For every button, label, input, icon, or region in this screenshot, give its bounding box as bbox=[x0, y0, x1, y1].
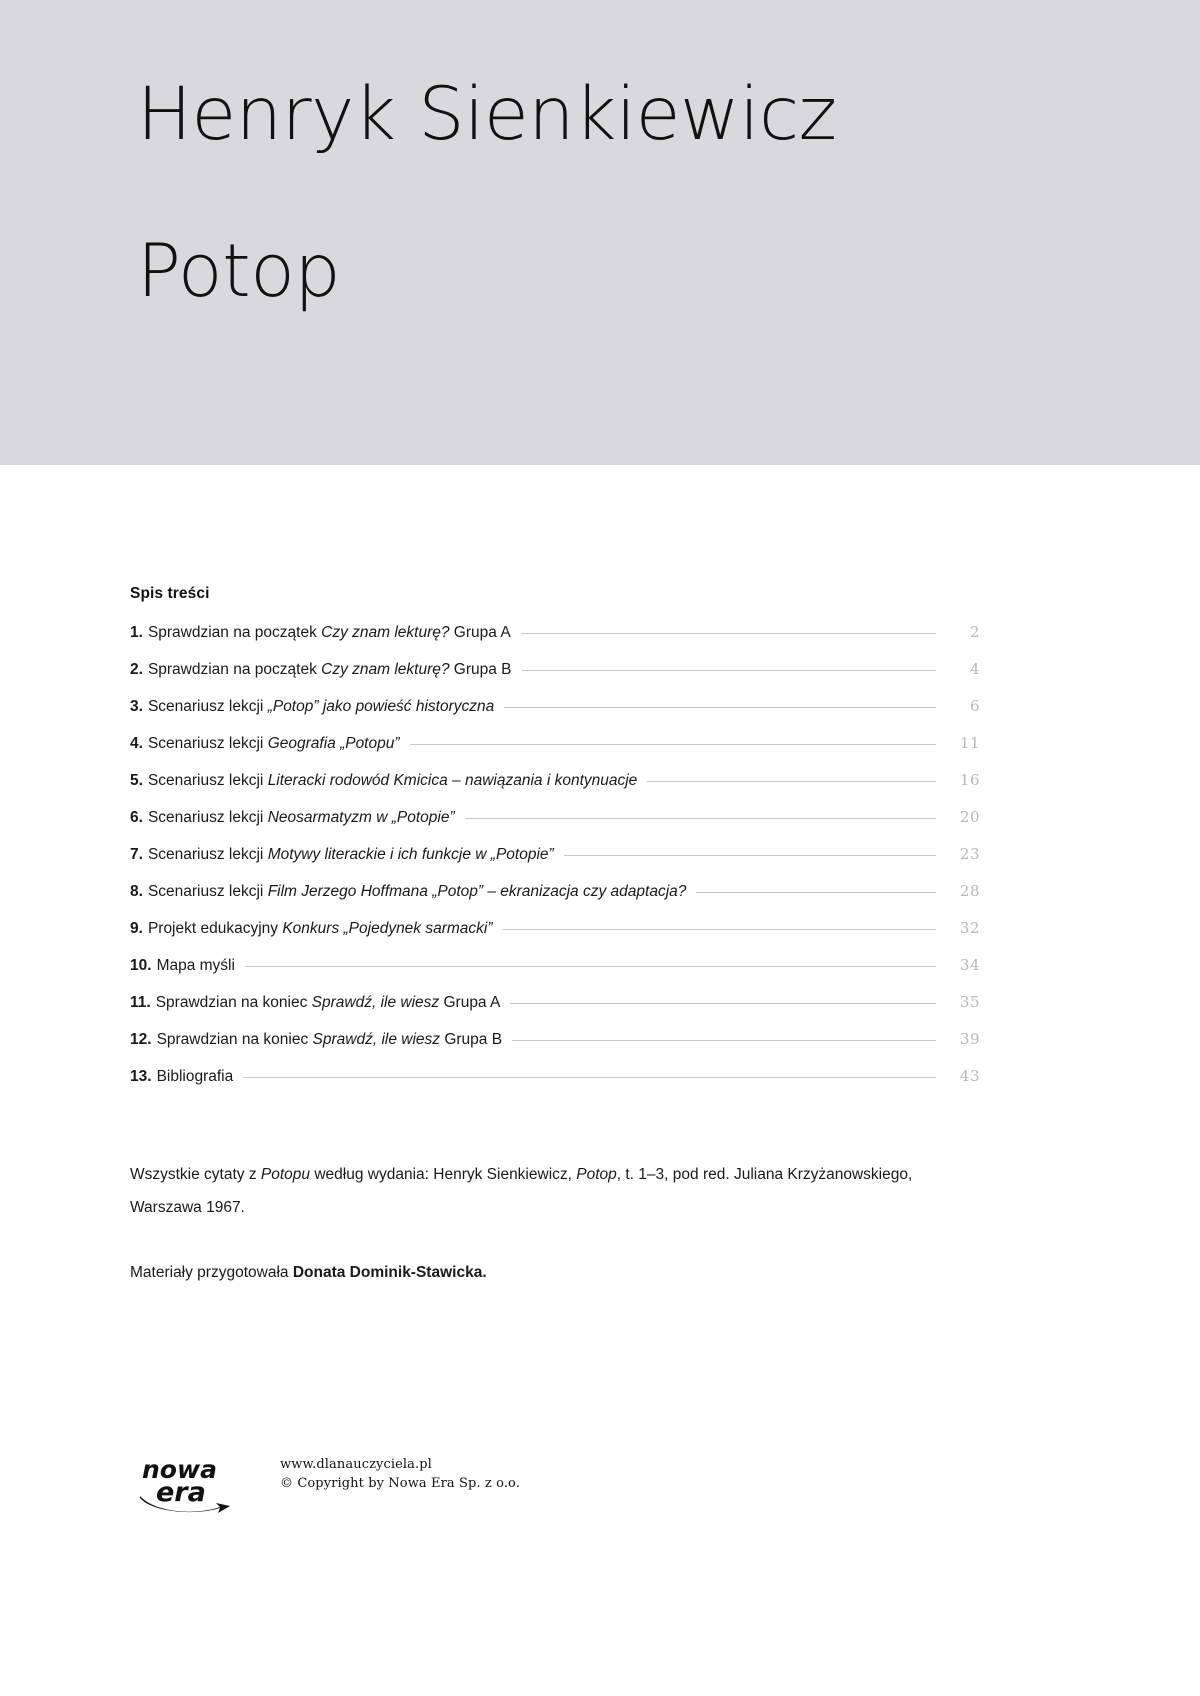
svg-text:era: era bbox=[156, 1477, 206, 1508]
toc-entry-leader bbox=[245, 965, 936, 967]
toc-entry-page-number: 6 bbox=[969, 697, 980, 715]
toc-entry-page-number: 11 bbox=[959, 734, 980, 752]
toc-entry-leader bbox=[647, 780, 936, 782]
header-band bbox=[0, 0, 1200, 465]
toc-entry-number: 5. bbox=[130, 772, 143, 789]
toc-entry-label-pre: Scenariusz lekcji bbox=[147, 809, 268, 826]
citation-text-2: według wydania: Henryk Sienkiewicz, bbox=[310, 1166, 577, 1183]
toc-entry-label bbox=[148, 625, 511, 641]
toc-entry-leader bbox=[510, 1002, 936, 1004]
toc-entry-label bbox=[148, 847, 554, 863]
main-content bbox=[130, 585, 980, 1285]
toc-entry-label-pre: Sprawdzian na koniec bbox=[155, 994, 312, 1011]
toc-entry-leader bbox=[504, 706, 936, 708]
toc-entry-label-pre: Scenariusz lekcji bbox=[147, 735, 268, 752]
toc-entry-page-number: 2 bbox=[969, 623, 980, 641]
toc-entry-page-number: 34 bbox=[959, 956, 980, 974]
toc-entry-label bbox=[148, 921, 493, 937]
footer-website: www.dlanauczyciela.pl bbox=[280, 1457, 432, 1472]
toc-entry-label-pre: Bibliografia bbox=[156, 1068, 234, 1085]
toc-entry-number: 9. bbox=[130, 920, 143, 937]
page-title-author: Henryk Sienkiewicz bbox=[137, 72, 837, 157]
toc-entry-label-pre: Mapa myśli bbox=[156, 957, 235, 974]
toc-entry[interactable] bbox=[130, 884, 980, 921]
toc-entry-label-italic: Film Jerzego Hoffmana „Potop” – ekranizacja czy adaptacja? bbox=[267, 883, 687, 900]
toc-entry[interactable] bbox=[130, 847, 980, 884]
toc-entry-number: 3. bbox=[130, 698, 143, 715]
toc-entry-number: 12. bbox=[130, 1031, 152, 1048]
toc-entry[interactable] bbox=[130, 662, 980, 699]
toc-entry[interactable] bbox=[130, 810, 980, 847]
toc-entry-label-pre: Scenariusz lekcji bbox=[147, 883, 268, 900]
toc-entry-label bbox=[148, 884, 686, 900]
toc-entry-label-italic: Czy znam lekturę? bbox=[321, 661, 450, 678]
title-block bbox=[137, 72, 1037, 314]
toc-entry-page-number: 23 bbox=[959, 845, 980, 863]
footer-copyright: © Copyright by Nowa Era Sp. z o.o. bbox=[280, 1475, 520, 1491]
toc-entry-label-pre: Sprawdzian na początek bbox=[147, 624, 322, 641]
toc-entry-page-number: 39 bbox=[959, 1030, 980, 1048]
toc-entry-leader bbox=[410, 743, 936, 745]
toc-entry-label-pre: Scenariusz lekcji bbox=[147, 698, 268, 715]
toc-entry-label-pre: Sprawdzian na początek bbox=[147, 661, 322, 678]
citation-text-3: , t. 1–3, pod red. Juliana Krzyżanowskiego, Warszawa 1967. bbox=[130, 1166, 913, 1217]
toc-entry-label bbox=[148, 773, 637, 789]
credit-prefix: Materiały przygotowała bbox=[130, 1263, 293, 1281]
nowa-era-logo bbox=[138, 1452, 236, 1514]
toc-entry-label bbox=[157, 1069, 234, 1085]
toc-entry-leader bbox=[522, 669, 936, 671]
toc-entry-leader bbox=[465, 817, 936, 819]
toc-entry-label-pre: Sprawdzian na koniec bbox=[156, 1031, 313, 1048]
page-title-work: Potop bbox=[137, 229, 341, 314]
toc-entry-label-italic: Sprawdź, ile wiesz bbox=[312, 1031, 441, 1048]
toc-entry[interactable] bbox=[130, 773, 980, 810]
toc-entry-page-number: 16 bbox=[959, 771, 980, 789]
svg-text:nowa: nowa bbox=[142, 1455, 217, 1484]
toc-entry-label bbox=[148, 662, 512, 678]
toc-entry-label bbox=[148, 810, 455, 826]
toc-entry-label-italic: „Potop” jako powieść historyczna bbox=[267, 698, 495, 715]
toc-entry-page-number: 32 bbox=[959, 919, 980, 937]
citation-text-1: Wszystkie cytaty z bbox=[130, 1166, 261, 1183]
toc-entry-label-post: Grupa A bbox=[439, 994, 501, 1011]
toc-entry-label-post: Grupa B bbox=[440, 1031, 503, 1048]
toc-entry-label-post: Grupa B bbox=[449, 661, 512, 678]
toc-entry-number: 4. bbox=[130, 735, 143, 752]
toc-entry-leader bbox=[243, 1076, 936, 1078]
toc-entry-number: 7. bbox=[130, 846, 143, 863]
toc-entry-label bbox=[157, 958, 235, 974]
toc-entry-number: 6. bbox=[130, 809, 143, 826]
toc-entry-number: 13. bbox=[130, 1068, 152, 1085]
toc-entry-number: 1. bbox=[130, 624, 143, 641]
toc-list bbox=[130, 625, 980, 1106]
toc-entry-label-post: Grupa A bbox=[449, 624, 511, 641]
toc-entry-number: 10. bbox=[130, 957, 152, 974]
toc-entry[interactable] bbox=[130, 699, 980, 736]
toc-entry-number: 8. bbox=[130, 883, 143, 900]
toc-entry[interactable] bbox=[130, 921, 980, 958]
toc-entry-label-italic: Sprawdź, ile wiesz bbox=[311, 994, 440, 1011]
toc-entry-label-italic: Motywy literackie i ich funkcje w „Potopie” bbox=[267, 846, 554, 863]
toc-entry-page-number: 35 bbox=[959, 993, 980, 1011]
toc-entry-leader bbox=[503, 928, 936, 930]
toc-entry-leader bbox=[521, 632, 936, 634]
footer bbox=[138, 1452, 738, 1514]
toc-entry-label-italic: Neosarmatyzm w „Potopie” bbox=[267, 809, 455, 826]
toc-entry-label-pre: Scenariusz lekcji bbox=[147, 846, 268, 863]
toc-entry-label-italic: Literacki rodowód Kmicica – nawiązania i kontynuacje bbox=[267, 772, 638, 789]
toc-entry-label bbox=[148, 699, 494, 715]
credit-line bbox=[130, 1261, 980, 1286]
toc-entry-leader bbox=[696, 891, 936, 893]
toc-entry[interactable] bbox=[130, 995, 980, 1032]
nowa-era-logo-icon bbox=[138, 1452, 236, 1514]
citation-italic-1: Potopu bbox=[260, 1166, 311, 1183]
toc-entry-page-number: 20 bbox=[959, 808, 980, 826]
toc-entry-page-number: 28 bbox=[959, 882, 980, 900]
toc-entry-label-italic: Geografia „Potopu” bbox=[267, 735, 400, 752]
toc-entry-label bbox=[156, 995, 501, 1011]
toc-entry-label-pre: Projekt edukacyjny bbox=[147, 920, 283, 937]
toc-entry-number: 2. bbox=[130, 661, 143, 678]
toc-heading: Spis treści bbox=[130, 585, 210, 602]
credit-author: Donata Dominik-Stawicka. bbox=[292, 1263, 487, 1281]
toc-entry-number: 11. bbox=[130, 994, 151, 1011]
toc-entry[interactable] bbox=[130, 736, 980, 773]
toc-entry[interactable] bbox=[130, 625, 980, 662]
toc-entry-label-pre: Scenariusz lekcji bbox=[147, 772, 268, 789]
toc-entry[interactable] bbox=[130, 958, 980, 995]
toc-entry-page-number: 43 bbox=[959, 1067, 980, 1085]
toc-entry[interactable] bbox=[130, 1069, 980, 1106]
toc-entry-label bbox=[157, 1032, 503, 1048]
footer-text bbox=[280, 1456, 520, 1494]
toc-entry-leader bbox=[512, 1039, 936, 1041]
toc-entry-label-italic: Konkurs „Pojedynek sarmacki” bbox=[282, 920, 493, 937]
citation-note bbox=[130, 1158, 960, 1225]
toc-entry-label bbox=[148, 736, 400, 752]
citation-italic-2: Potop bbox=[576, 1166, 617, 1183]
toc-entry[interactable] bbox=[130, 1032, 980, 1069]
toc-entry-page-number: 4 bbox=[969, 660, 980, 678]
toc-entry-label-italic: Czy znam lekturę? bbox=[321, 624, 450, 641]
toc-entry-leader bbox=[564, 854, 936, 856]
